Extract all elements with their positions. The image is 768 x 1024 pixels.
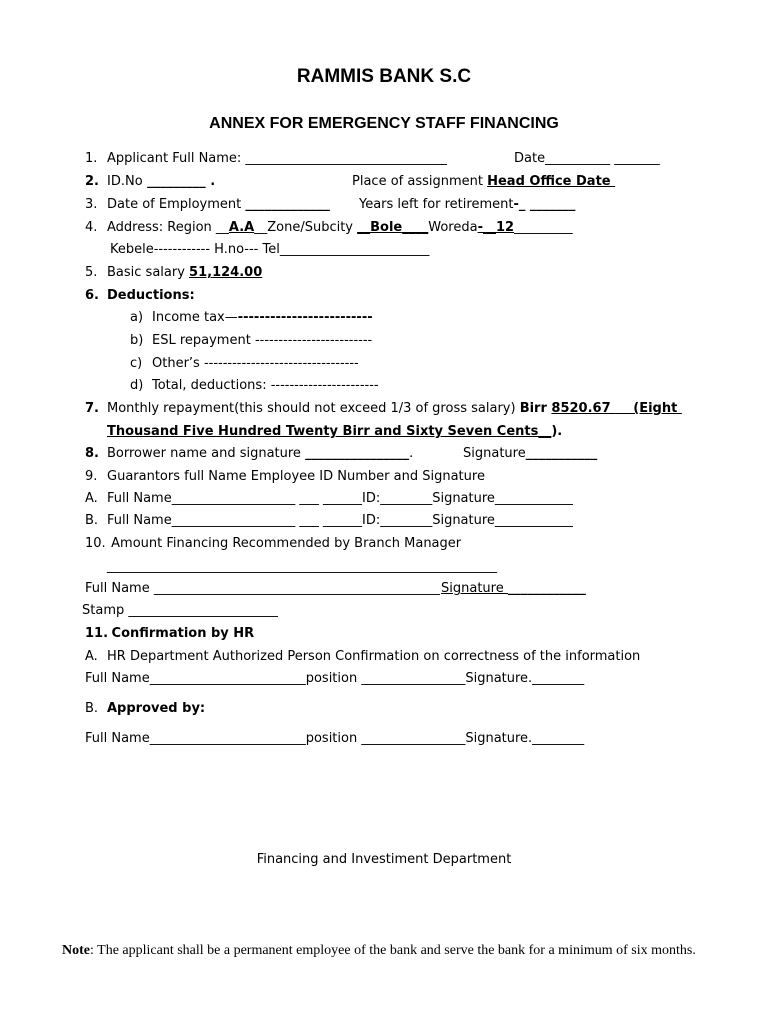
zone-value: __Bole____ xyxy=(357,220,429,235)
deduction-esl-repayment: ESL repayment ------------------------- xyxy=(152,333,373,348)
deduction-c-marker: c) xyxy=(130,356,143,371)
woreda-value: -__12 xyxy=(477,220,515,235)
approved-by-heading: Approved by: xyxy=(107,701,206,716)
deduction-total: Total, deductions: ----------------------- xyxy=(152,378,379,393)
item-3-number: 3. xyxy=(85,197,98,212)
manager-signature-blank: ____________ xyxy=(507,581,586,596)
repayment-words: Thousand Five Hundred Twenty Birr and Sixty Seven Cents__ xyxy=(107,424,552,439)
repayment-words-start: (Eight xyxy=(615,401,682,416)
borrower-label: Borrower name and signature xyxy=(107,446,306,461)
note-label: Note xyxy=(62,943,90,958)
guarantors-heading: Guarantors full Name Employee ID Number and Signature xyxy=(107,469,485,484)
item-2-number: 2. xyxy=(85,174,99,189)
hr-a-signature-line: Full Name________________________position ________________Signature.________ xyxy=(85,671,585,686)
hr-a-marker: A. xyxy=(85,649,98,664)
salary-label: Basic salary xyxy=(107,265,190,280)
place-value: Head Office Date xyxy=(487,174,616,189)
id-blank: _________ . xyxy=(142,174,216,189)
doe-label: Date of Employment xyxy=(107,197,246,212)
doe-blank: _____________ xyxy=(245,197,330,212)
hr-b-marker: B. xyxy=(85,701,99,716)
years-label: Years left for retirement xyxy=(359,197,514,212)
place-label: Place of assignment xyxy=(352,174,488,189)
borrower-dot: . xyxy=(409,446,414,461)
signature-label: Signature xyxy=(463,446,526,461)
hr-b-signature-line: Full Name________________________position ________________Signature.________ xyxy=(85,731,585,746)
item-4-number: 4. xyxy=(85,220,98,235)
years-left-field xyxy=(359,197,575,213)
address-region-label: Address: Region __ xyxy=(107,220,229,235)
monthly-repayment-field xyxy=(107,401,682,417)
applicant-note xyxy=(62,942,712,960)
woreda-tail: _________ xyxy=(514,220,573,235)
id-number-field xyxy=(107,174,215,190)
repayment-label: Monthly repayment(this should not exceed 1/3 of gross salary) xyxy=(107,401,520,416)
item-11-number: 11. xyxy=(85,626,109,641)
item-5-number: 5. xyxy=(85,265,98,280)
borrower-blank: ________________ xyxy=(305,446,410,461)
years-value: -_ _______ xyxy=(513,197,576,212)
hr-confirmation-text: HR Department Authorized Person Confirmation on correctness of the information xyxy=(107,649,641,664)
guarantor-a-line: Full Name___________________ ___ ______ID:________Signature____________ xyxy=(107,491,573,506)
deductions-heading: Deductions: xyxy=(107,288,195,303)
item-6-number: 6. xyxy=(85,288,99,303)
guarantor-b-marker: B. xyxy=(85,513,99,528)
recommendation-blank: ____________________________________________________________ xyxy=(107,559,497,574)
deduction-text: Income tax— xyxy=(152,310,238,325)
kebele-line: Kebele------------ H.no--- Tel_______________________ xyxy=(110,242,430,257)
note-text: : The applicant shall be a permanent employee of the bank and serve the bank for a minimum of six months. xyxy=(90,943,696,958)
recommendation-heading: Amount Financing Recommended by Branch Manager xyxy=(107,536,462,551)
zone-label: __Zone/Subcity xyxy=(254,220,358,235)
item-8-number: 8. xyxy=(85,446,99,461)
guarantor-a-marker: A. xyxy=(85,491,98,506)
manager-signature-label: Signature xyxy=(441,581,508,596)
guarantor-b-line: Full Name___________________ ___ ______ID:________Signature____________ xyxy=(107,513,573,528)
deduction-tail: ------------------------- xyxy=(237,310,373,325)
item-10-number: 10. xyxy=(85,536,106,551)
id-label: ID.No xyxy=(107,174,143,189)
deduction-d-marker: d) xyxy=(130,378,144,393)
stamp-field: Stamp _______________________ xyxy=(82,603,278,618)
item-1-number: 1. xyxy=(85,151,98,166)
manager-signature-field xyxy=(441,581,586,597)
hr-confirmation-heading: Confirmation by HR xyxy=(107,626,255,641)
item-7-number: 7. xyxy=(85,401,99,416)
deduction-b-marker: b) xyxy=(130,333,144,348)
salary-value: 51,124.00 xyxy=(189,265,263,280)
department-footer: Financing and Investiment Department xyxy=(256,852,512,867)
manager-full-name-field: Full Name ____________________________________________ xyxy=(85,581,440,596)
form-title: ANNEX FOR EMERGENCY STAFF FINANCING xyxy=(209,115,559,132)
woreda-label: Woreda xyxy=(428,220,478,235)
applicant-name-field: Applicant Full Name: _______________________________ xyxy=(107,151,447,166)
signature-blank: ___________ xyxy=(525,446,598,461)
repayment-close: ). xyxy=(551,424,563,439)
bank-name: RAMMIS BANK S.C xyxy=(296,66,472,87)
place-of-assignment-field xyxy=(352,174,615,190)
basic-salary-field xyxy=(107,265,262,281)
borrower-signature-field xyxy=(463,446,597,462)
date-of-employment-field xyxy=(107,197,330,213)
address-field xyxy=(107,220,573,236)
deduction-a-marker: a) xyxy=(130,310,144,325)
item-9-number: 9. xyxy=(85,469,98,484)
date-field: Date__________ _______ xyxy=(514,151,660,166)
deduction-others: Other’s --------------------------------- xyxy=(152,356,359,371)
repayment-words-line xyxy=(107,424,562,440)
repayment-birr: Birr xyxy=(519,401,552,416)
region-value: A.A xyxy=(228,220,255,235)
deduction-income-tax xyxy=(152,310,373,326)
borrower-field xyxy=(107,446,413,462)
repayment-amount: 8520.67 xyxy=(551,401,616,416)
